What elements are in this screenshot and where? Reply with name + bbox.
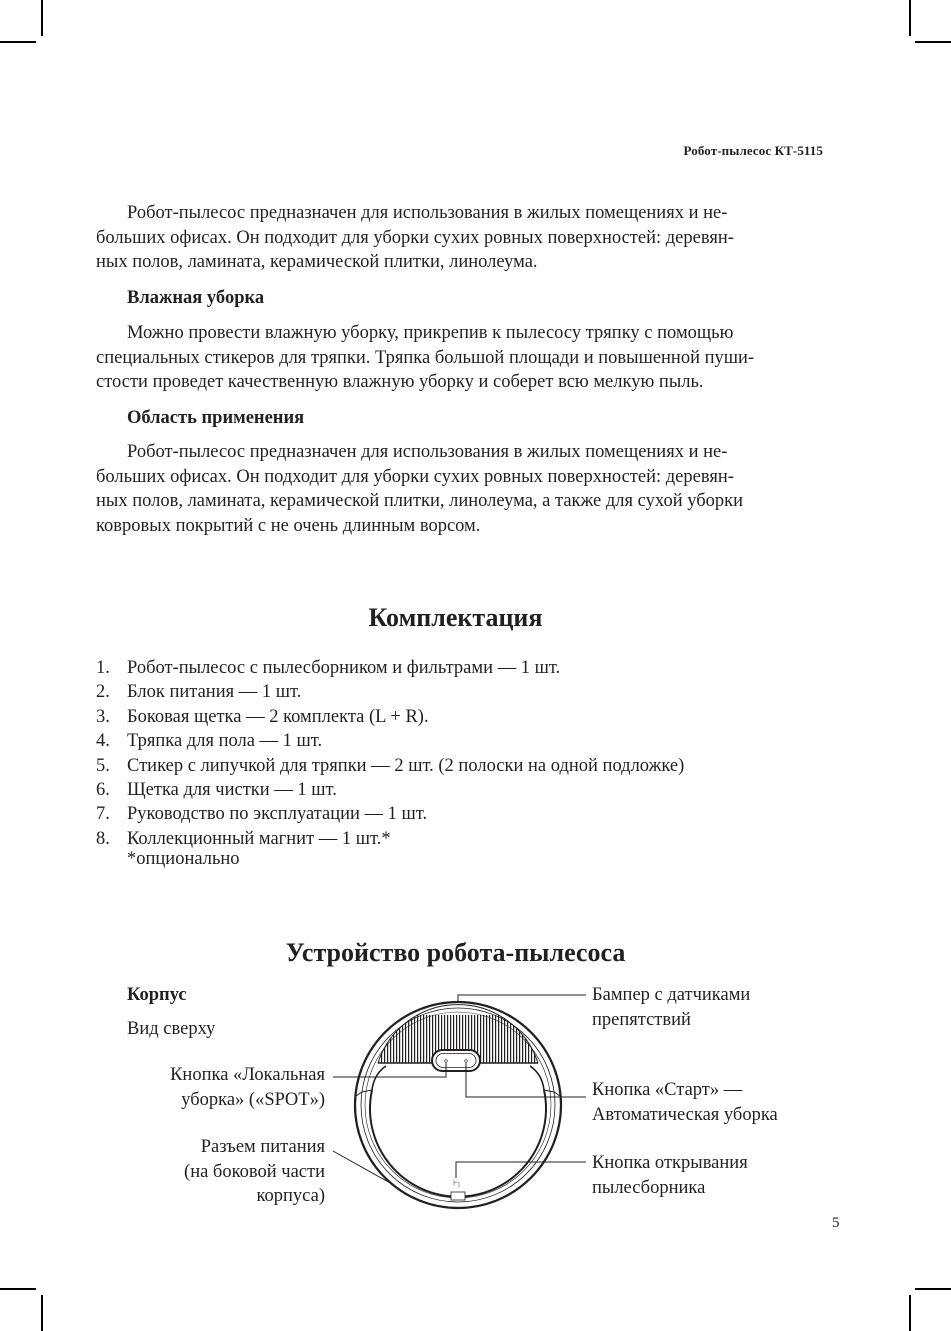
application-line: Робот-пылесос предназначен для использования в жилых помещениях и не- (127, 442, 728, 462)
leader-power (333, 1151, 392, 1184)
wet-cleaning-line: специальных стикеров для тряпки. Тряпка большой площади и повышенной пуши- (96, 347, 755, 368)
device-title: Устройство робота-пылесоса (285, 938, 626, 967)
kit-item: 2. Блок питания — 1 шт. (96, 682, 302, 703)
leader-start (466, 1063, 586, 1097)
callout-bumper: Бампер с датчиками препятствий (592, 985, 751, 1030)
body-subheading: Корпус (127, 985, 187, 1005)
application-paragraph (96, 440, 816, 538)
callout-dustbin-button: Кнопка открывания пылесборника (592, 1153, 748, 1198)
application-heading: Область применения (127, 408, 305, 428)
wet-cleaning-line: стости проведет качественную влажную уборку и соберет всю мелкую пыль. (96, 372, 704, 392)
kit-item: 3. Боковая щетка — 2 комплекта (L + R). (96, 706, 429, 727)
page-number: 5 (832, 1215, 840, 1231)
running-head: Робот-пылесос КТ-5115 (683, 143, 823, 158)
kit-item: 8. Коллекционный магнит — 1 шт.* (96, 828, 391, 849)
intro-paragraph (96, 201, 816, 275)
crop-mark-bl-h (0, 1288, 36, 1290)
leader-bumper (458, 995, 586, 1002)
application-line: больших офисах. Он подходит для уборки сухих ровных поверхностей: деревян- (96, 466, 734, 487)
leader-dustbin (456, 1162, 586, 1178)
crop-mark-br-v (909, 1295, 911, 1331)
crop-mark-tl-v (41, 0, 43, 36)
crop-mark-tr-h (915, 41, 951, 43)
wet-cleaning-paragraph (96, 321, 816, 395)
kit-item: 5. Стикер с липучкой для тряпки — 2 шт. (2 полоски на одной подложке) (96, 755, 685, 776)
top-view-label: Вид сверху (127, 1019, 216, 1039)
wet-cleaning-line: Можно провести влажную уборку, прикрепив к пылесосу тряпку с помощью (127, 323, 734, 343)
intro-line: больших офисах. Он подходит для уборки сухих ровных поверхностей: деревян- (96, 227, 734, 248)
callout-spot-button: Кнопка «Локальная уборка» («SPOT») (170, 1065, 325, 1110)
button-panel (432, 1050, 480, 1071)
kit-item: 4. Тряпка для пола — 1 шт. (96, 731, 323, 752)
application-line: ковровых покрытий с не очень длинным ворсом. (96, 515, 481, 536)
crop-mark-tr-v (909, 0, 911, 36)
application-line: ных полов, ламината, керамической плитки, линолеума, а также для сухой уборки (96, 491, 744, 511)
kit-title: Комплектация (368, 603, 543, 632)
kit-footnote: *опционально (127, 849, 240, 869)
intro-line: ных полов, ламината, керамической плитки, линолеума. (96, 252, 538, 272)
callout-power-socket: Разъем питания (на боковой части корпуса) (184, 1137, 325, 1206)
intro-line: Робот-пылесос предназначен для использования в жилых помещениях и не- (127, 203, 728, 223)
kit-item: 6. Щетка для чистки — 1 шт. (96, 780, 337, 801)
bumper-outline (355, 1002, 561, 1208)
kit-item: 1. Робот-пылесос с пылесборником и фильтрами — 1 шт. (96, 658, 561, 678)
kit-list (96, 656, 684, 851)
crop-mark-bl-v (41, 1295, 43, 1331)
kit-item: 7. Руководство по эксплуатации — 1 шт. (96, 804, 428, 825)
leader-spot (333, 1063, 446, 1077)
crop-mark-tl-h (0, 41, 36, 43)
wet-cleaning-heading: Влажная уборка (127, 288, 265, 308)
callout-start-button: Кнопка «Старт» — Автоматическая уборка (592, 1080, 778, 1125)
crop-mark-br-h (915, 1288, 951, 1290)
